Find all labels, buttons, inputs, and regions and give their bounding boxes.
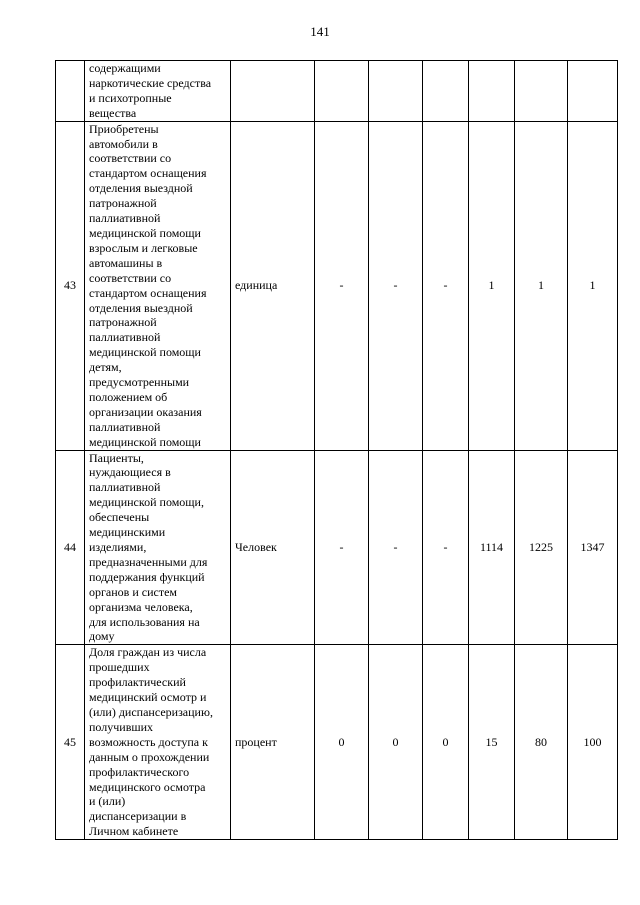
indicator-name-line: паллиативной <box>89 330 161 345</box>
indicator-name-line: взрослым и легковые <box>89 240 198 255</box>
value-cell: 80 <box>515 645 568 840</box>
value-cell: - <box>423 121 469 450</box>
table-row <box>56 61 618 122</box>
indicator-name-line: нуждающиеся в <box>89 465 171 480</box>
value-cell: - <box>423 450 469 645</box>
table-row <box>56 450 618 645</box>
unit-of-measure: процент <box>231 645 315 840</box>
page-number: 141 <box>310 24 330 39</box>
value-cell: 1347 <box>568 450 618 645</box>
indicator-name-line: Доля граждан из числа <box>89 645 207 660</box>
indicator-name-line: и (или) <box>89 794 126 809</box>
indicator-name-line: медицинской помощи <box>89 345 201 360</box>
indicator-name-line: данным о прохождении <box>89 749 210 764</box>
indicator-name-line: Личном кабинете <box>89 824 179 839</box>
indicator-name-line: отделения выездной <box>89 181 193 196</box>
value-cell <box>423 61 469 122</box>
indicator-name-line: прошедших <box>89 660 150 675</box>
unit-of-measure: Человек <box>231 450 315 645</box>
indicator-name-line: медицинской помощи <box>89 434 201 449</box>
indicator-name-line: медицинской помощи <box>89 225 201 240</box>
value-cell: - <box>369 121 423 450</box>
value-cell: 1225 <box>515 450 568 645</box>
table-row <box>56 121 618 450</box>
row-number: 44 <box>56 450 85 645</box>
indicator-name-line: Пациенты, <box>89 450 144 465</box>
table-row <box>56 645 618 840</box>
row-number: 43 <box>56 121 85 450</box>
indicator-name-line: профилактического <box>89 764 190 779</box>
indicator-name-line: положением об <box>89 389 168 404</box>
indicator-name-line: медицинскими <box>89 525 166 540</box>
indicator-name-line: поддержания функций <box>89 569 205 584</box>
value-cell: 1 <box>469 121 515 450</box>
value-cell: 1 <box>568 121 618 450</box>
indicator-name-line: паллиативной <box>89 419 161 434</box>
row-number: 45 <box>56 645 85 840</box>
value-cell: 15 <box>469 645 515 840</box>
indicator-name-line: органов и систем <box>89 584 177 599</box>
indicator-name-line: паллиативной <box>89 480 161 495</box>
indicator-name-line: получивших <box>89 719 154 734</box>
value-cell: 1 <box>515 121 568 450</box>
indicator-name-line: детям, <box>89 360 122 375</box>
indicator-name-line: соответствии со <box>89 151 172 166</box>
indicator-name <box>85 450 231 645</box>
indicator-name <box>85 61 231 122</box>
value-cell: 100 <box>568 645 618 840</box>
value-cell: - <box>369 450 423 645</box>
indicator-name-line: изделиями, <box>89 540 147 554</box>
indicator-name-line: и психотропные <box>89 90 172 105</box>
indicator-name-line: Приобретены <box>89 121 159 136</box>
indicator-name-line: вещества <box>89 105 137 120</box>
indicator-name-line: автомобили в <box>89 136 158 151</box>
indicator-name-line: медицинской помощи, <box>89 495 204 510</box>
indicator-name-line: организации оказания <box>89 404 202 419</box>
unit-of-measure <box>231 61 315 122</box>
indicator-name-line: автомашины в <box>89 255 163 270</box>
indicators-table <box>55 60 618 840</box>
value-cell: - <box>315 121 369 450</box>
value-cell: 0 <box>423 645 469 840</box>
value-cell <box>369 61 423 122</box>
indicator-name-line: соответствии со <box>89 270 172 285</box>
indicator-name-line: наркотические средства <box>89 75 212 90</box>
indicator-name-line: профилактический <box>89 675 186 690</box>
indicator-name-line: стандартом оснащения <box>89 166 207 181</box>
indicator-name-line: диспансеризации в <box>89 809 187 824</box>
value-cell: 0 <box>315 645 369 840</box>
indicator-name-line: стандартом оснащения <box>89 285 207 300</box>
indicator-name-line: содержащими <box>89 61 161 75</box>
indicator-name <box>85 645 231 840</box>
indicator-name-line: возможность доступа к <box>89 734 208 749</box>
value-cell <box>568 61 618 122</box>
indicator-name-line: отделения выездной <box>89 300 193 315</box>
indicator-name-line: дому <box>89 629 115 644</box>
indicator-name-line: организма человека, <box>89 599 193 614</box>
value-cell <box>515 61 568 122</box>
value-cell: - <box>315 450 369 645</box>
indicator-name-line: медицинского осмотра <box>89 779 206 794</box>
indicator-name-line: патронажной <box>89 196 157 211</box>
row-number <box>56 61 85 122</box>
indicator-name-line: медицинский осмотр и <box>89 690 207 705</box>
value-cell: 0 <box>369 645 423 840</box>
unit-of-measure: единица <box>231 121 315 450</box>
indicator-name-line: предназначенными для <box>89 554 208 569</box>
value-cell: 1114 <box>469 450 515 645</box>
indicator-name-line: предусмотренными <box>89 375 190 390</box>
indicator-name-line: паллиативной <box>89 211 161 226</box>
indicator-name <box>85 121 231 450</box>
indicator-name-line: для использования на <box>89 614 200 629</box>
indicator-name-line: обеспечены <box>89 510 150 525</box>
indicator-name-line: патронажной <box>89 315 157 330</box>
indicator-name-line: (или) диспансеризацию, <box>89 704 213 719</box>
value-cell <box>469 61 515 122</box>
value-cell <box>315 61 369 122</box>
